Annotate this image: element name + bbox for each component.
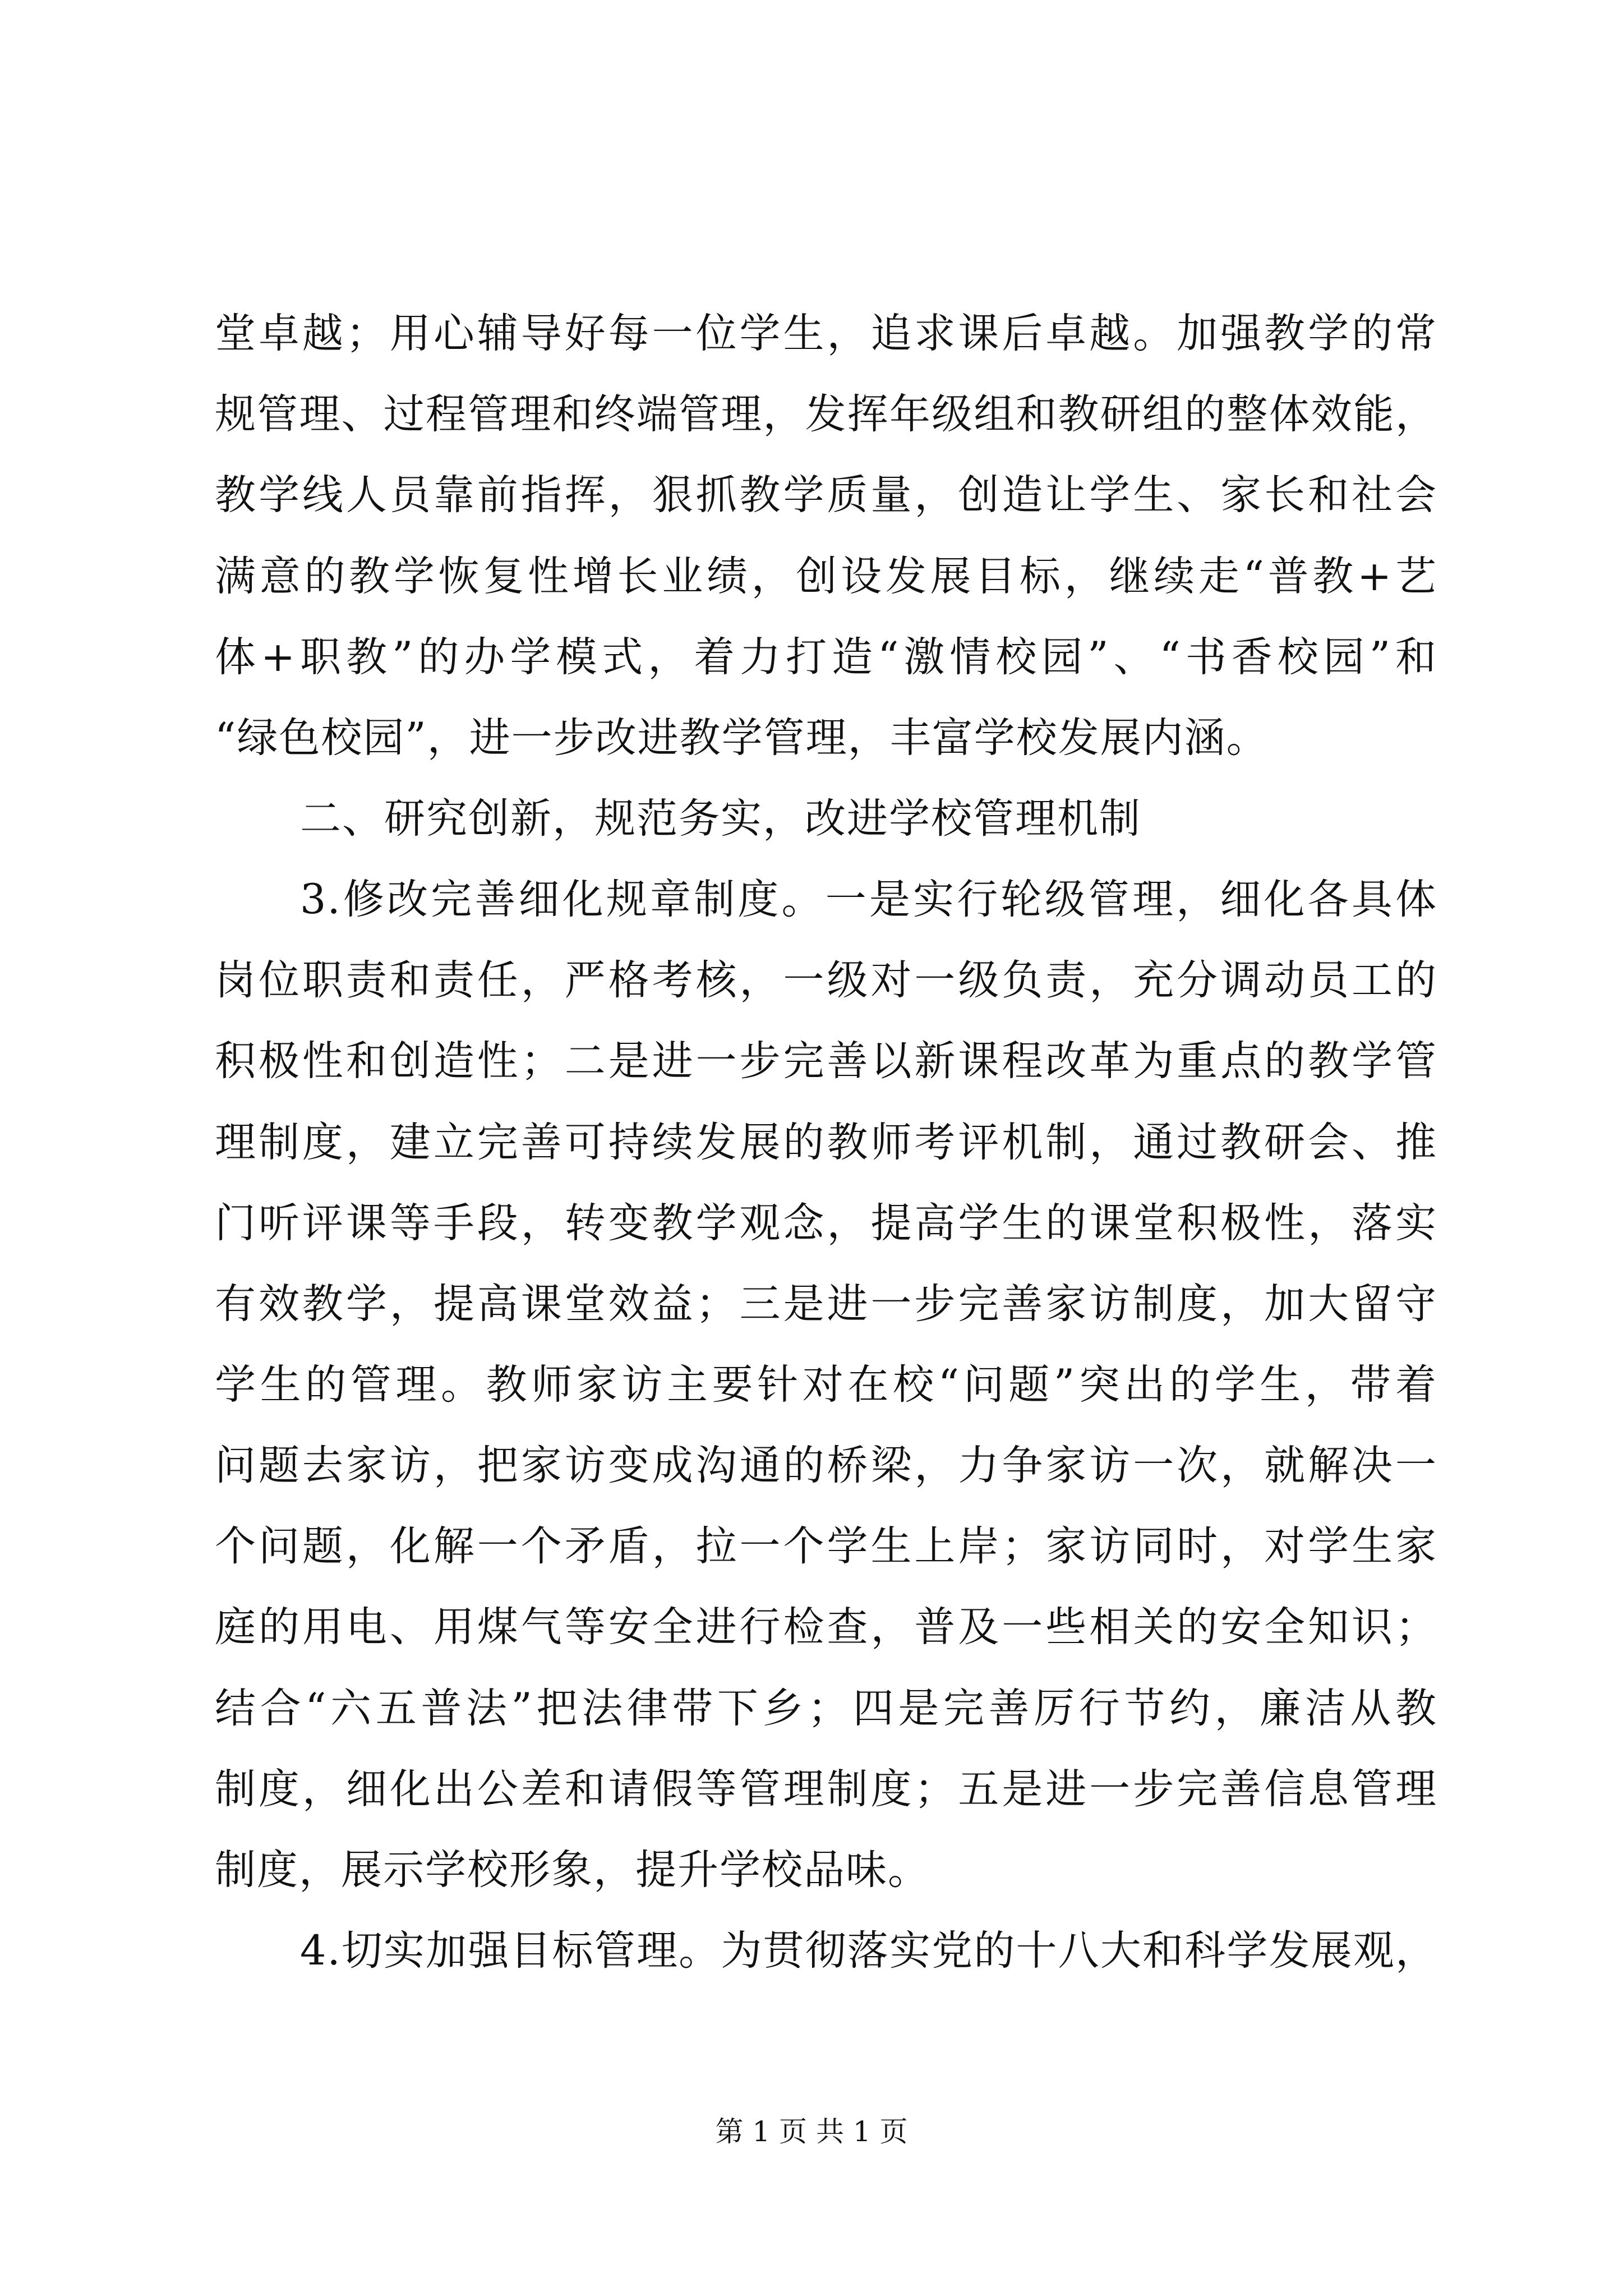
body-line: 个问题，化解一个矛盾，拉一个学生上岸；家访同时，对学生家 [215,1522,1437,1570]
body-line: 体+职教”的办学模式，着力打造“激情校园”、“书香校园”和 [215,633,1437,681]
paragraph-first-line: 4.切实加强目标管理。为贯彻落实党的十八大和科学发展观， [300,1927,1437,1975]
body-line: 堂卓越；用心辅导好每一位学生，追求课后卓越。加强教学的常 [215,310,1437,357]
body-line: 庭的用电、用煤气等安全进行检查，普及一些相关的安全知识； [215,1603,1437,1651]
body-line: 岗位职责和责任，严格考核，一级对一级负责，充分调动员工的 [215,956,1437,1004]
body-line: 教学线人员靠前指挥，狠抓教学质量，创造让学生、家长和社会 [215,471,1437,519]
body-line: 结合“六五普法”把法律带下乡；四是完善厉行节约，廉洁从教 [215,1685,1437,1732]
body-line: 有效教学，提高课堂效益；三是进一步完善家访制度，加大留守 [215,1280,1437,1328]
body-line: “绿色校园”，进一步改进教学管理，丰富学校发展内涵。 [215,714,1269,762]
body-line: 制度，展示学校形象，提升学校品味。 [215,1846,930,1894]
page-footer: 第 1 页 共 1 页 [715,2115,908,2148]
body-line: 门听评课等手段，转变教学观念，提高学生的课堂积极性，落实 [215,1199,1437,1247]
body-line: 积极性和创造性；二是进一步完善以新课程改革为重点的教学管 [215,1037,1437,1085]
body-line: 制度，细化出公差和请假等管理制度；五是进一步完善信息管理 [215,1765,1437,1813]
body-line: 满意的教学恢复性增长业绩，创设发展目标，继续走“普教+艺 [215,553,1437,600]
body-line: 理制度，建立完善可持续发展的教师考评机制，通过教研会、推 [215,1119,1437,1166]
section-heading: 二、研究创新，规范务实，改进学校管理机制 [300,795,1141,843]
paragraph-first-line: 3.修改完善细化规章制度。一是实行轮级管理，细化各具体 [300,876,1437,923]
body-line: 问题去家访，把家访变成沟通的桥梁，力争家访一次，就解决一 [215,1442,1437,1489]
body-line: 学生的管理。教师家访主要针对在校“问题”突出的学生，带着 [215,1361,1437,1409]
body-line: 规管理、过程管理和终端管理，发挥年级组和教研组的整体效能， [215,390,1437,438]
